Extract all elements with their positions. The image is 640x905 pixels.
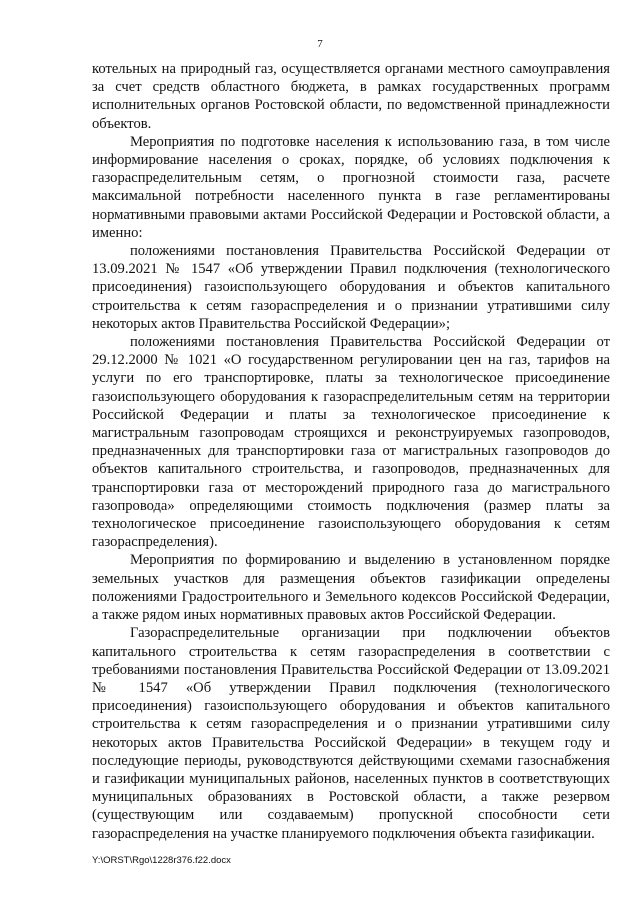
paragraph-land-allocation: Мероприятия по формированию и выделению в установленном порядке земельных участков для размещения объектов газификации определены положениями Градостроительного и Земельного кодексов Российской Федерации, а также рядом иных нормативных правовых актов Российской Федерации.: [92, 552, 610, 624]
paragraph-decree-1547: положениями постановления Правительства Российской Федерации от 13.09.2021 № 1547 «Об утверждении Правил подключения (технологического присоединения) газоиспользующего оборудования и объектов капитального строительства к сетям газораспределения и о признании утратившими силу некоторых актов Правительства Российской Федерации»;: [92, 243, 610, 332]
paragraph-population-preparation: Мероприятия по подготовке населения к использованию газа, в том числе информирование населения о сроках, порядке, об условиях подключения к газораспределительным сетям, о прогнозной стоимости газа, расчете максимальной потребности населенного пункта в газе регламентированы нормативными правовыми актами Российской Федерации и Ростовской области, а именно:: [92, 133, 610, 241]
document-body: [92, 60, 610, 843]
paragraph-gas-distribution-organizations: Газораспределительные организации при подключении объектов капитального строительства к сетям газораспределения в соответствии с требованиями постановления Правительства Российской Федерации от 13.09.2021 № 1547 «Об утверждении Правил подключения (технологического присоединения) газоиспользующего оборудования и объектов капитального строительства к сетям газораспределения и о признании утратившими силу некоторых актов Правительства Российской Федерации» в текущем году и последующие периоды, руководствуются действующими схемами газоснабжения и газификации муниципальных районов, населенных пунктов в соответствующих муниципальных образованиях в Ростовской области, а также резервом (существующим или создаваемым) пропускной способности сети газораспределения на участке планируемого подключения объекта газификации.: [92, 625, 610, 842]
paragraph-continuation: котельных на природный газ, осуществляется органами местного самоуправления за счет средств областного бюджета, в рамках государственных программ исполнительных органов Ростовской области, по ведомственной принадлежности объектов.: [92, 61, 610, 132]
paragraph-decree-1021: положениями постановления Правительства Российской Федерации от 29.12.2000 № 1021 «О государственном регулировании цен на газ, тарифов на услуги по его транспортировке, платы за технологическое присоединение газоиспользующего оборудования к газораспределительным сетям на территории Российской Федерации и платы за технологическое присоединение к магистральным газопроводам строящихся и реконструируемых газопроводов, предназначенных для транспортировки газа от магистральных газопроводов до объектов капитального строительства, и газопроводов, предназначенных для транспортировки газа от месторождений природного газа до магистрального газопровода» определяющими стоимость подключения (размер платы за технологическое присоединение газоиспользующего оборудования к сетям газораспределения).: [92, 334, 610, 551]
page-number: 7: [317, 38, 323, 50]
footer-file-path: Y:\ORST\Rgo\1228r376.f22.docx: [92, 855, 231, 866]
